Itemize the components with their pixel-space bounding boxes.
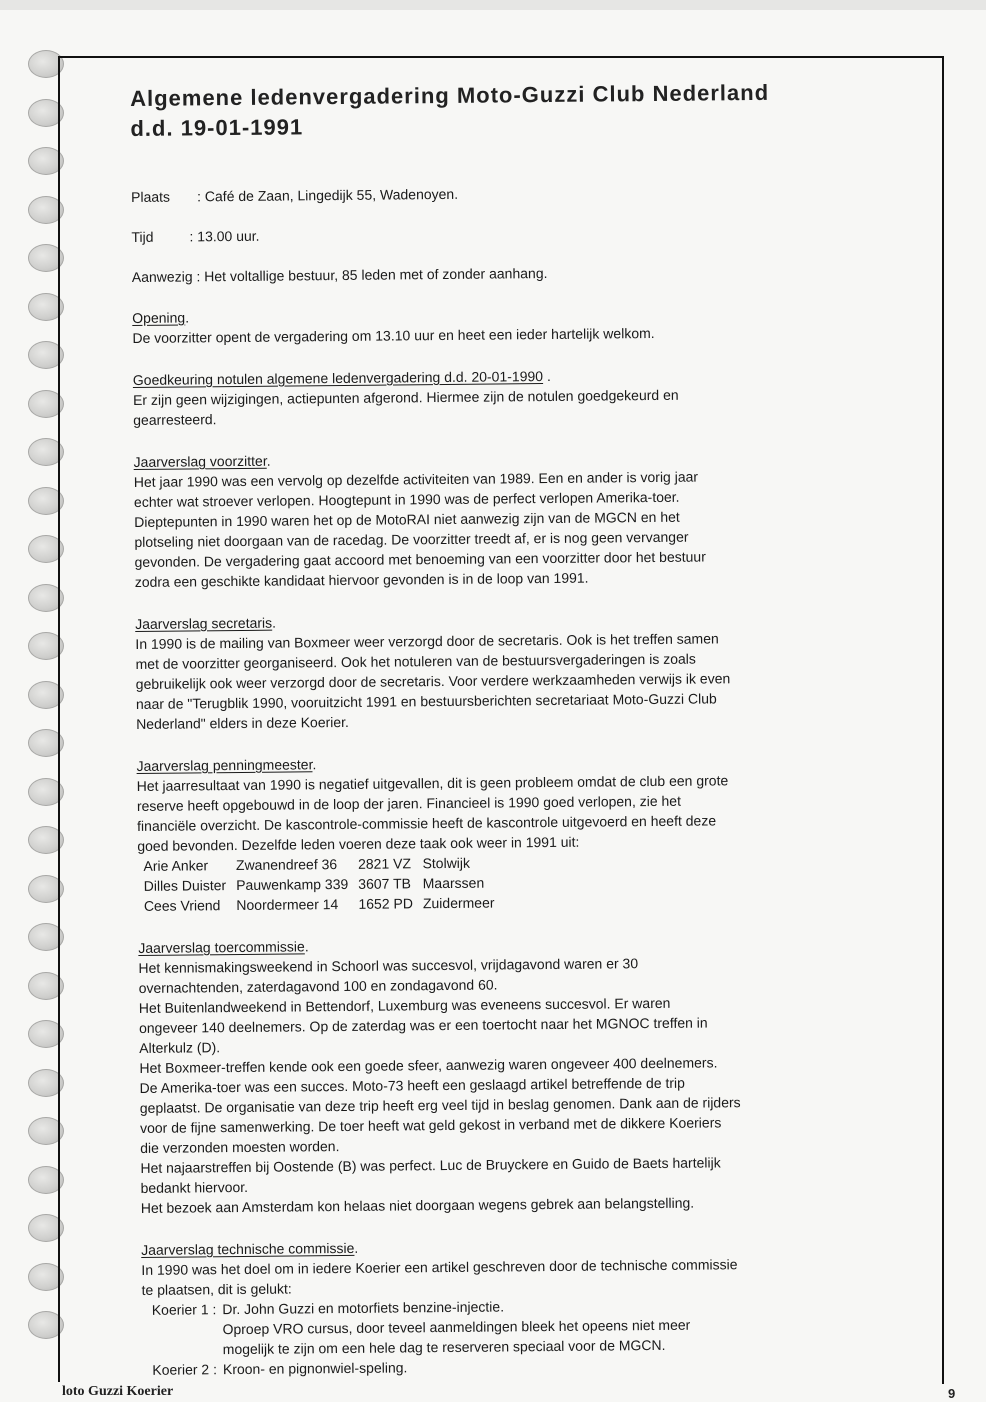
line: bedankt hiervoor. (140, 1178, 249, 1196)
line: Nederland" elders in deze Koerier. (136, 713, 349, 732)
member-postcode: 1652 PD (358, 895, 413, 912)
title-line-2: d.d. 19-01-1991 (130, 114, 304, 141)
member-postcode: 2821 VZ (357, 855, 412, 872)
section-technische-commissie: Jaarverslag technische commissie. In 1990 was het doel om in iedere Koerier een artikel geschreven door de technische commissie te plaatsen, dit is gelukt: Koerier 1 : Dr. John Guzzi en motorfiets benzine-injectie. Oproep VRO cursus, door teveel aanmeldingen bleek het opeens niet meer mogelijk te zijn om een hele dag te reserveren speciaal voor de MGCN. Koerier 2 : Kroon- en pignonwiel-speling. (141, 1233, 872, 1380)
koerier-table (152, 1295, 697, 1380)
section-secretaris: Jaarverslag secretaris. In 1990 is de mailing van Boxmeer weer verzorgd door de secretaris. Ook is het treffen samen met de voorzitter georganiseerd. Ook het notuleren van de bestuursvergaderingen is zoals gebruikelijk ook weer verzorgd door de secretaris. Voor verdere werkzaamheden verwijs ik even naar de "Terugblik 1990, vooruitzicht 1991 en bestuursberichten secretariaat Moto-Guzzi Club Nederland" elders in deze Koerier. (135, 607, 866, 734)
line: gebruikelijk ook weer verzorgd door de secretaris. Voor verdere werkzaamheden verwijs ik even (135, 670, 731, 692)
line: overnachtenden, zaterdagavond 100 en zondagavond 60. (138, 976, 498, 996)
kascommissie-table (143, 852, 504, 915)
section-title: Jaarverslag voorzitter (133, 452, 267, 470)
section-title: Opening (132, 309, 186, 326)
list-item: Kroon- en pignonwiel-speling. (222, 1359, 408, 1378)
meta-sep: : (197, 188, 205, 205)
line: Het bezoek aan Amsterdam kon helaas niet doorgaan wegens gebrek aan belangstelling. (140, 1194, 695, 1216)
line: naar de "Terugblik 1990, vooruitzicht 1991 en bestuursberichten secretariaat Moto-Guzzi Club (135, 690, 717, 712)
meta-tijd (131, 221, 861, 246)
line: Het jaarresultaat van 1990 is negatief uitgevallen, dit is geen probleem omdat de club een grote (136, 772, 729, 794)
line: Het Boxmeer-treffen kende ook een goede sfeer, aanwezig waren ongeveer 400 deelnemers. (139, 1054, 718, 1076)
line: In 1990 was het doel om in iedere Koerier een artikel geschreven door de technische commissie (141, 1256, 738, 1278)
member-name: Dilles Duister (143, 877, 227, 894)
page-number: 9 (948, 1386, 956, 1401)
line: Alterkulz (D). (139, 1039, 221, 1056)
member-name: Cees Vriend (143, 897, 221, 914)
meta-key: Tijd (131, 228, 154, 245)
line: echter wat stroever verlopen. Hoogtepunt in 1990 was de perfect verlopen Amerika-toer. (133, 488, 680, 510)
section-penningmeester: Jaarverslag penningmeester. Het jaarresultaat van 1990 is negatief uitgevallen, dit is geen probleem omdat de club een grote reserve heeft opgebouwd in de loop der jaren. Financieel is 1990 goed verlopen, zie het financiële overzicht. De kascontrole-commissie heeft de kascontrole uitgevoerd en heeft deze goed bevonden. Dezelfde leden voeren deze taak ook weer in 1991 uit: Arie Anker Zwanendreef 36 2821 VZ Stolwijk Dilles Duister Pauwenkamp 339 3607 TB Maarssen Cees Vriend Noordermeer 14 1652 PD Zuidermeer (136, 749, 868, 916)
member-city: Maarssen (422, 874, 485, 892)
title-line-1: Algemene ledenvergadering Moto-Guzzi Club Nederland (130, 79, 770, 111)
line: geplaatst. De organisatie van deze trip heeft erg veel tijd in beslag genomen. Dank aan de rijders (139, 1094, 741, 1116)
line: De Amerika-toer was een succes. Moto-73 heeft een geslaagd artikel betreffende de trip (139, 1074, 685, 1096)
line: die verzonden moesten worden. (140, 1138, 340, 1156)
section-title: Jaarverslag penningmeester (136, 756, 313, 774)
member-postcode: 3607 TB (358, 875, 411, 892)
member-city: Stolwijk (422, 854, 471, 872)
line: financiële overzicht. De kascontrole-commissie heeft de kascontrole uitgevoerd en heeft deze (137, 812, 717, 834)
member-street: Pauwenkamp 339 (236, 875, 349, 894)
section-title: Jaarverslag technische commissie (141, 1239, 355, 1258)
section-opening: Opening. De voorzitter opent de vergadering om 13.10 uur en heet een ieder hartelijk welkom. (132, 301, 862, 348)
meta-value: 13.00 uur. (197, 227, 260, 245)
section-title: Jaarverslag secretaris (135, 614, 273, 632)
meta-value: Het voltallige bestuur, 85 leden met of zonder aanhang. (204, 265, 548, 285)
page-title (130, 77, 861, 144)
section-toercommissie: Jaarverslag toercommissie. Het kennismakingsweekend in Schoorl was succesvol, vrijdagavond waren er 30 overnachtenden, zaterdagavond 100 en zondagavond 60. Het Buitenlandweekend in Bettendorf, Luxemburg was eveneens succesvol. Er waren ongeveer 140 deelnemers. Op de zaterdag was er een toertocht naar het MGNOC treffen in Alterkulz (D). Het Boxmeer-treffen kende ook een goede sfeer, aanwezig waren ongeveer 400 deelnemers. De Amerika-toer was een succes. Moto-73 heeft een geslaagd artikel betreffende de trip geplaatst. De organisatie van deze trip heeft erg veel tijd in beslag genomen. Dank aan de rijders voor de fijne samenwerking. De toer heeft wat geld gekost in verband met de dikkere Koeriers die verzonden moesten worden. Het najaarstreffen bij Oostende (B) was perfect. Luc de Bruyckere en Guido de Baets hartelijk bedankt hiervoor. Het bezoek aan Amsterdam kon helaas niet doorgaan wegens gebrek aan belangstelling. (138, 931, 871, 1218)
line: Het jaar 1990 was een vervolg op dezelfde activiteiten van 1989. Een en ander is vorig jaar (133, 468, 699, 490)
meta-plaats (131, 181, 861, 206)
table-row (144, 892, 505, 915)
meta-key: Plaats (131, 188, 171, 205)
line: reserve heeft opgebouwd in de loop der jaren. Financieel is 1990 goed verlopen, zie het (136, 792, 682, 814)
line: goed bevonden. Dezelfde leden voeren deze taak ook weer in 1991 uit: (137, 833, 580, 854)
koerier-label: Koerier 2 : (152, 1361, 218, 1378)
section-voorzitter: Jaarverslag voorzitter. Het jaar 1990 was een vervolg op dezelfde activiteiten van 1989. Een en ander is vorig jaar echter wat stroever verlopen. Hoogtepunt in 1990 was de perfect verlopen Amerika-toer. Dieptepunten in 1990 waren het op de MotoRAI niet aanwezig zijn van de MGCN en het plotseling niet doorgaan van de racedag. De voorzitter treedt af, er is nog geen vervanger gevonden. De vergadering gaat accoord met benoeming van een voorzitter door het bestuur zodra een geschikte kandidaat hiervoor gevonden is in de loop van 1991. (134, 445, 865, 592)
line: In 1990 is de mailing van Boxmeer weer verzorgd door de secretaris. Ook is het treffen samen (135, 630, 719, 652)
member-street: Zwanendreef 36 (235, 856, 338, 874)
meta-sep: : (189, 228, 198, 245)
meta-key: Aanwezig (131, 268, 193, 285)
line: De voorzitter opent de vergadering om 13.10 uur en heet een ieder hartelijk welkom. (132, 324, 655, 346)
line: Het kennismakingsweekend in Schoorl was succesvol, vrijdagavond waren er 30 (138, 955, 639, 976)
member-street: Noordermeer 14 (236, 896, 339, 914)
line: gevonden. De vergadering gaat accoord met benoeming van een voorzitter door het bestuur (134, 548, 706, 570)
table-row (152, 1295, 697, 1360)
line: Het najaarstreffen bij Oostende (B) was perfect. Luc de Bruyckere en Guido de Baets hartelijk (140, 1154, 721, 1176)
line: voor de fijne samenwerking. De toer heeft wat geld gekost in verband met de dikkere Koeriers (139, 1114, 722, 1136)
section-title: Jaarverslag toercommissie (138, 938, 305, 956)
line: plotseling niet doorgaan van de racedag. De voorzitter treedt af, er is nog geen vervanger (134, 528, 689, 550)
meta-value: Café de Zaan, Lingedijk 55, Wadenoyen. (204, 185, 459, 205)
meta-sep: : (192, 268, 205, 285)
line: ongeveer 140 deelnemers. Op de zaterdag was er een toertocht naar het MGNOC treffen in (138, 1014, 708, 1036)
document-body (130, 77, 872, 1380)
line: zodra een geschikte kandidaat hiervoor gevonden is in de loop van 1991. (134, 569, 589, 590)
line: Het Buitenlandweekend in Bettendorf, Luxemburg was eveneens succesvol. Er waren (138, 994, 671, 1016)
line: gearresteerd. (133, 411, 217, 428)
footer-publication: loto Guzzi Koerier (62, 1384, 174, 1399)
list-item: mogelijk te zijn om een hele dag te reserveren speciaal voor de MGCN. (222, 1336, 666, 1358)
list-item: Oproep VRO cursus, door teveel aanmeldingen bleek het opeens niet meer (222, 1316, 691, 1338)
line: Dieptepunten in 1990 waren het op de MotoRAI niet aanwezig zijn van de MGCN en het (134, 508, 680, 530)
list-item: Dr. John Guzzi en motorfiets benzine-injectie. (222, 1298, 505, 1318)
line: te plaatsen, dit is gelukt: (141, 1280, 292, 1298)
line: Er zijn geen wijzigingen, actiepunten afgerond. Hiermee zijn de notulen goedgekeurd en (132, 386, 679, 408)
page-frame-left (58, 56, 60, 1382)
line: met de voorzitter georganiseerd. Ook het notuleren van de bestuursvergaderingen is zoals (135, 650, 696, 672)
section-goedkeuring: Goedkeuring notulen algemene ledenvergadering d.d. 20-01-1990 . Er zijn geen wijzigingen, actiepunten afgerond. Hiermee zijn de notulen goedgekeurd en gearresteerd. (133, 363, 864, 430)
meta-aanwezig (132, 261, 862, 286)
section-title: Goedkeuring notulen algemene ledenvergadering d.d. 20-01-1990 (132, 368, 544, 388)
koerier-items (222, 1295, 696, 1360)
scan-edge (0, 0, 986, 10)
member-city: Zuidermeer (422, 894, 495, 912)
koerier-label: Koerier 1 : (151, 1301, 217, 1318)
member-name: Arie Anker (143, 857, 209, 874)
